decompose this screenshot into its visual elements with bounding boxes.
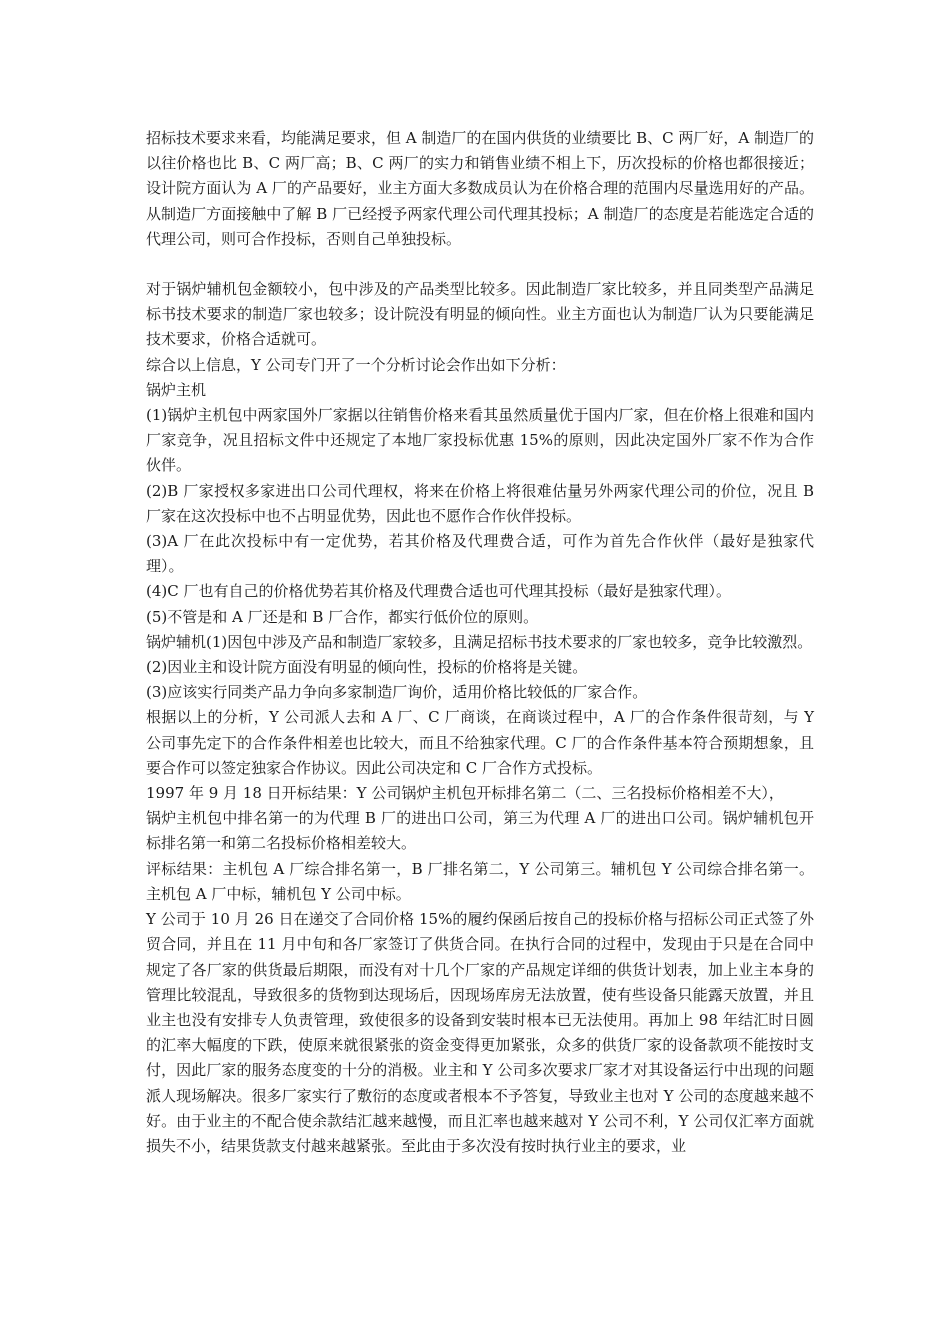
paragraph-negotiation: 根据以上的分析，Y 公司派人去和 A 厂、C 厂商谈，在商谈过程中，A 厂的合作条件很苛刻，与 Y 公司事先定下的合作条件相差也比较大，而且不给独家代理。C 厂的合作条件基本符合预期想象，且要合作可以签定独家合作协议。因此公司决定和 C 厂合作方式投标。 xyxy=(146,708,814,777)
list-item-main-2: (2)B 厂家授权多家进出口公司代理权，将来在价格上将很难估量另外两家代理公司的价位，况且 B 厂家在这次投标中也不占明显优势，因此也不愿作合作伙伴投标。 xyxy=(146,481,814,525)
list-item-main-4: (4)C 厂也有自己的价格优势若其价格及代理费合适也可代理其投标（最好是独家代理）。 xyxy=(146,582,731,601)
paragraph-contract-execution: Y 公司于 10 月 26 日在递交了合同价格 15%的履约保函后按自己的投标价格与招标公司正式签了外贸合同，并且在 11 月中旬和各厂家签订了供货合同。在执行合同的过程中，发现由于只是在合同中规定了各厂家的供货最后期限，而没有对十几个厂家的产品规定详细的供货计划表，加上业主本身的管理比较混乱，导致很多的货物到达现场后，因现场库房无法放置，使有些设备只能露天放置，并且业主也没有安排专人负责管理，致使很多的设备到安装时根本已无法使用。再加上 98 年结汇时日圆的汇率大幅度的下跌，使原来就很紧张的资金变得更加紧张，众多的供货厂家的设备款项不能按时支付，因此厂家的服务态度变的十分的消极。业主和 Y 公司多次要求厂家才对其设备运行中出现的问题派人现场解决。很多厂家实行了敷衍的态度或者根本不予答复，导致业主也对 Y 公司的态度越来越不好。由于业主的不配合使余款结汇越来越慢，而且汇率也越来越对 Y 公司不利，Y 公司仅汇率方面就损失不小，结果货款支付越来越紧张。至此由于多次没有按时执行业主的要求，业 xyxy=(146,910,814,1155)
list-item-main-5: (5)不管是和 A 厂还是和 B 厂合作，都实行低价位的原则。 xyxy=(146,607,539,626)
heading-boiler-main: 锅炉主机 xyxy=(146,380,207,399)
paragraph-ranking: 锅炉主机包中排名第一的为代理 B 厂的进出口公司，第三为代理 A 厂的进出口公司。锅炉辅机包开标排名第一和第二名投标价格相差较大。 xyxy=(146,809,814,853)
list-item-auxiliary-2: (2)因业主和设计院方面没有明显的倾向性，投标的价格将是关键。 xyxy=(146,658,588,677)
paragraph-opening-result: 1997 年 9 月 18 日开标结果：Y 公司锅炉主机包开标排名第二（二、三名投标价格相差不大）， xyxy=(146,784,784,803)
paragraph-analysis-intro: 综合以上信息，Y 公司专门开了一个分析讨论会作出如下分析： xyxy=(146,355,566,374)
paragraph-bidding-requirements: 招标技术要求来看，均能满足要求，但 A 制造厂的在国内供货的业绩要比 B、C 两厂好，A 制造厂的以往价格也比 B、C 两厂高；B、C 两厂的实力和销售业绩不相上下，历次投标的价格也都很接近；设计院方面认为 A 厂的产品要好，业主方面大多数成员认为在价格合理的范围内尽量选用好的产品。从制造厂方面接触中了解 B 厂已经授予两家代理公司代理其投标；A 制造厂的态度是若能选定合适的代理公司，则可合作投标，否则自己单独投标。 xyxy=(146,129,815,248)
paragraph-evaluation-result: 评标结果：主机包 A 厂综合排名第一，B 厂排名第二，Y 公司第三。辅机包 Y 公司综合排名第一。主机包 A 厂中标，辅机包 Y 公司中标。 xyxy=(146,859,814,903)
list-item-main-1: (1)锅炉主机包中两家国外厂家据以往销售价格来看其虽然质量优于国内厂家，但在价格上很难和国内厂家竞争，况且招标文件中还规定了本地厂家投标优惠 15%的原则，因此决定国外厂家不作为合作伙伴。 xyxy=(146,406,814,475)
paragraph-gap xyxy=(146,252,814,277)
list-item-auxiliary-1: 锅炉辅机(1)因包中涉及产品和制造厂家较多，且满足招标书技术要求的厂家也较多，竞争比较激烈。 xyxy=(146,632,813,651)
list-item-main-3: (3)A 厂在此次投标中有一定优势，若其价格及代理费合适，可作为首先合作伙伴（最好是独家代理）。 xyxy=(146,532,814,576)
list-item-auxiliary-3: (3)应该实行同类产品力争向多家制造厂询价，适用价格比较低的厂家合作。 xyxy=(146,683,648,702)
document-body xyxy=(146,126,814,1159)
paragraph-auxiliary-package: 对于锅炉辅机包金额较小，包中涉及的产品类型比较多。因此制造厂家比较多，并且同类型产品满足标书技术要求的制造厂家也较多；设计院没有明显的倾向性。业主方面也认为制造厂认为只要能满足技术要求，价格合适就可。 xyxy=(146,280,814,349)
